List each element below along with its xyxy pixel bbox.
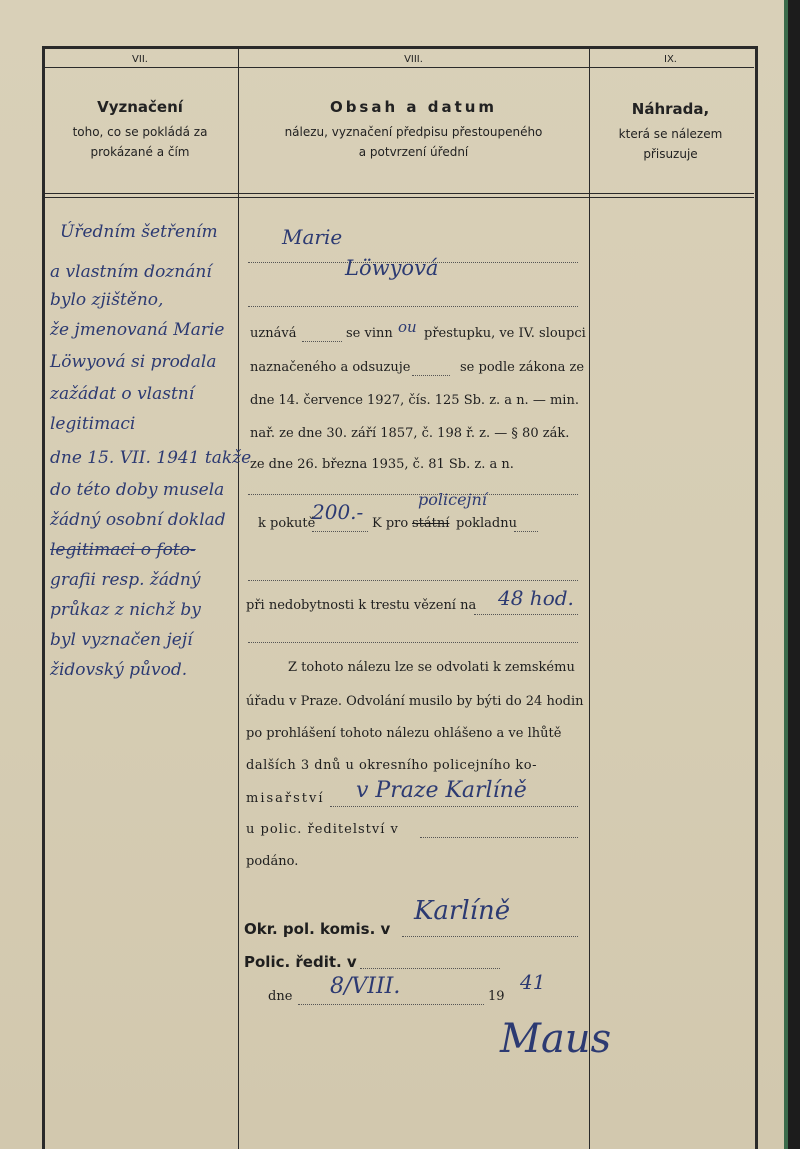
header-rule-3 (42, 197, 754, 198)
form-ruling (402, 936, 578, 937)
text-polic-label: Polic. ředit. v (244, 953, 357, 971)
form-ruling (298, 1004, 484, 1005)
column-number-vii: VII. (132, 54, 148, 65)
handwritten-line: a vlastním doznání (50, 262, 212, 282)
form-ruling (360, 968, 500, 969)
column-number-viii: VIII. (404, 54, 423, 65)
column-number-ix: IX. (664, 54, 677, 65)
column-title-viii: Obsah a datum (329, 98, 498, 116)
text-uznava: uznává (250, 326, 297, 341)
text-se-vinn: se vinn (346, 326, 393, 341)
text-appeal-2: úřadu v Praze. Odvolání musilo by býti do 24 hodin (246, 694, 584, 709)
handwritten-line: dne 15. VII. 1941 takže (50, 448, 252, 468)
form-ruling (474, 614, 578, 615)
text-se-podle: se podle zákona ze (460, 360, 585, 375)
handwritten-line: průkaz z nichž by (50, 600, 201, 620)
text-year-prefix: 19 (488, 989, 505, 1004)
column-subtitle-vii: toho, co se pokládá za prokázané a čím (72, 125, 208, 159)
text-law-2: nař. ze dne 30. září 1857, č. 198 ř. z. — § 80 zák. (250, 426, 570, 441)
text-misarstvi: misařství (246, 791, 325, 806)
form-ruling (248, 494, 578, 495)
handwritten-line: žádný osobní doklad (50, 510, 226, 530)
column-title-vii: Vyznačení (97, 98, 183, 116)
handwritten-name-first: Marie (282, 225, 343, 249)
form-ruling (412, 375, 450, 376)
text-naznaceneho: naznačeného a odsuzuje (250, 360, 411, 375)
form-ruling (248, 580, 578, 581)
text-appeal-4: dalších 3 dnů u okresního policejního ko- (246, 758, 538, 773)
handwritten-line-struck: legitimaci o foto- (50, 540, 196, 560)
header-rule-1 (42, 67, 754, 68)
text-k-pro: K pro (372, 516, 409, 531)
handwritten-okr-value: Karlíně (414, 896, 511, 926)
column-divider-2 (589, 46, 590, 1149)
header-rule-2 (42, 193, 754, 194)
text-statni-struck: státní (412, 516, 450, 531)
handwritten-date: 8/VIII. (330, 974, 401, 999)
column-divider-1 (238, 46, 239, 1149)
text-okr-label: Okr. pol. komis. v (244, 920, 391, 938)
handwritten-line: Löwyová si prodala (50, 352, 217, 372)
form-ruling (248, 306, 578, 307)
handwritten-line: zažádat o vlastní (50, 384, 195, 404)
handwritten-misarstvi: v Praze Karlíně (356, 778, 527, 803)
handwritten-fine-recipient: policejní (418, 490, 487, 509)
handwritten-line: že jmenovaná Marie (50, 320, 225, 340)
handwritten-line: do této doby musela (50, 480, 225, 500)
text-appeal-3: po prohlášení tohoto nálezu ohlášeno a ve lhůtě (246, 726, 562, 741)
handwritten-line: grafii resp. žádný (50, 570, 201, 590)
handwritten-line: Úředním šetřením (60, 222, 218, 242)
handwritten-signature: Maus (500, 1016, 612, 1062)
handwritten-fine-amount: 200.- (312, 500, 364, 524)
text-u-polic: u polic. ředitelství v (246, 822, 399, 837)
form-ruling (248, 642, 578, 643)
text-dne-label: dne (268, 989, 293, 1004)
handwritten-line: legitimaci (50, 414, 136, 434)
form-ruling (302, 341, 342, 342)
text-prestupku: přestupku, ve IV. sloupci (424, 326, 586, 341)
form-ruling (330, 806, 578, 807)
text-law-1: dne 14. července 1927, čís. 125 Sb. z. a n. — min. (250, 393, 579, 408)
page-edge-dark (788, 0, 800, 1149)
handwritten-vinn-suffix: ou (398, 318, 417, 336)
text-k-pokute: k pokutě (258, 516, 316, 531)
column-subtitle-viii: nálezu, vyznačení předpisu přestoupeného a potvrzení úřední (284, 125, 543, 159)
text-appeal-1: Z tohoto nálezu lze se odvolati k zemskému (288, 660, 575, 675)
text-law-3: ze dne 26. března 1935, č. 81 Sb. z. a n. (250, 457, 514, 472)
text-pokladnu: pokladnu (456, 516, 518, 531)
text-podano: podáno. (246, 854, 299, 869)
handwritten-prison-term: 48 hod. (498, 586, 574, 610)
handwritten-line: bylo zjištěno, (50, 290, 164, 310)
text-nedobytnost: při nedobytnosti k trestu vězení na (246, 598, 477, 613)
form-ruling (312, 531, 368, 532)
column-title-ix: Náhrada, (631, 100, 710, 118)
column-subtitle-ix: která se nálezem přisuzuje (618, 127, 723, 161)
form-ruling (514, 531, 538, 532)
handwritten-line: židovský původ. (50, 660, 188, 680)
handwritten-line: byl vyznačen její (50, 630, 193, 650)
form-ruling (420, 837, 578, 838)
handwritten-name-last: Löwyová (345, 256, 439, 280)
handwritten-year: 41 (520, 970, 546, 994)
